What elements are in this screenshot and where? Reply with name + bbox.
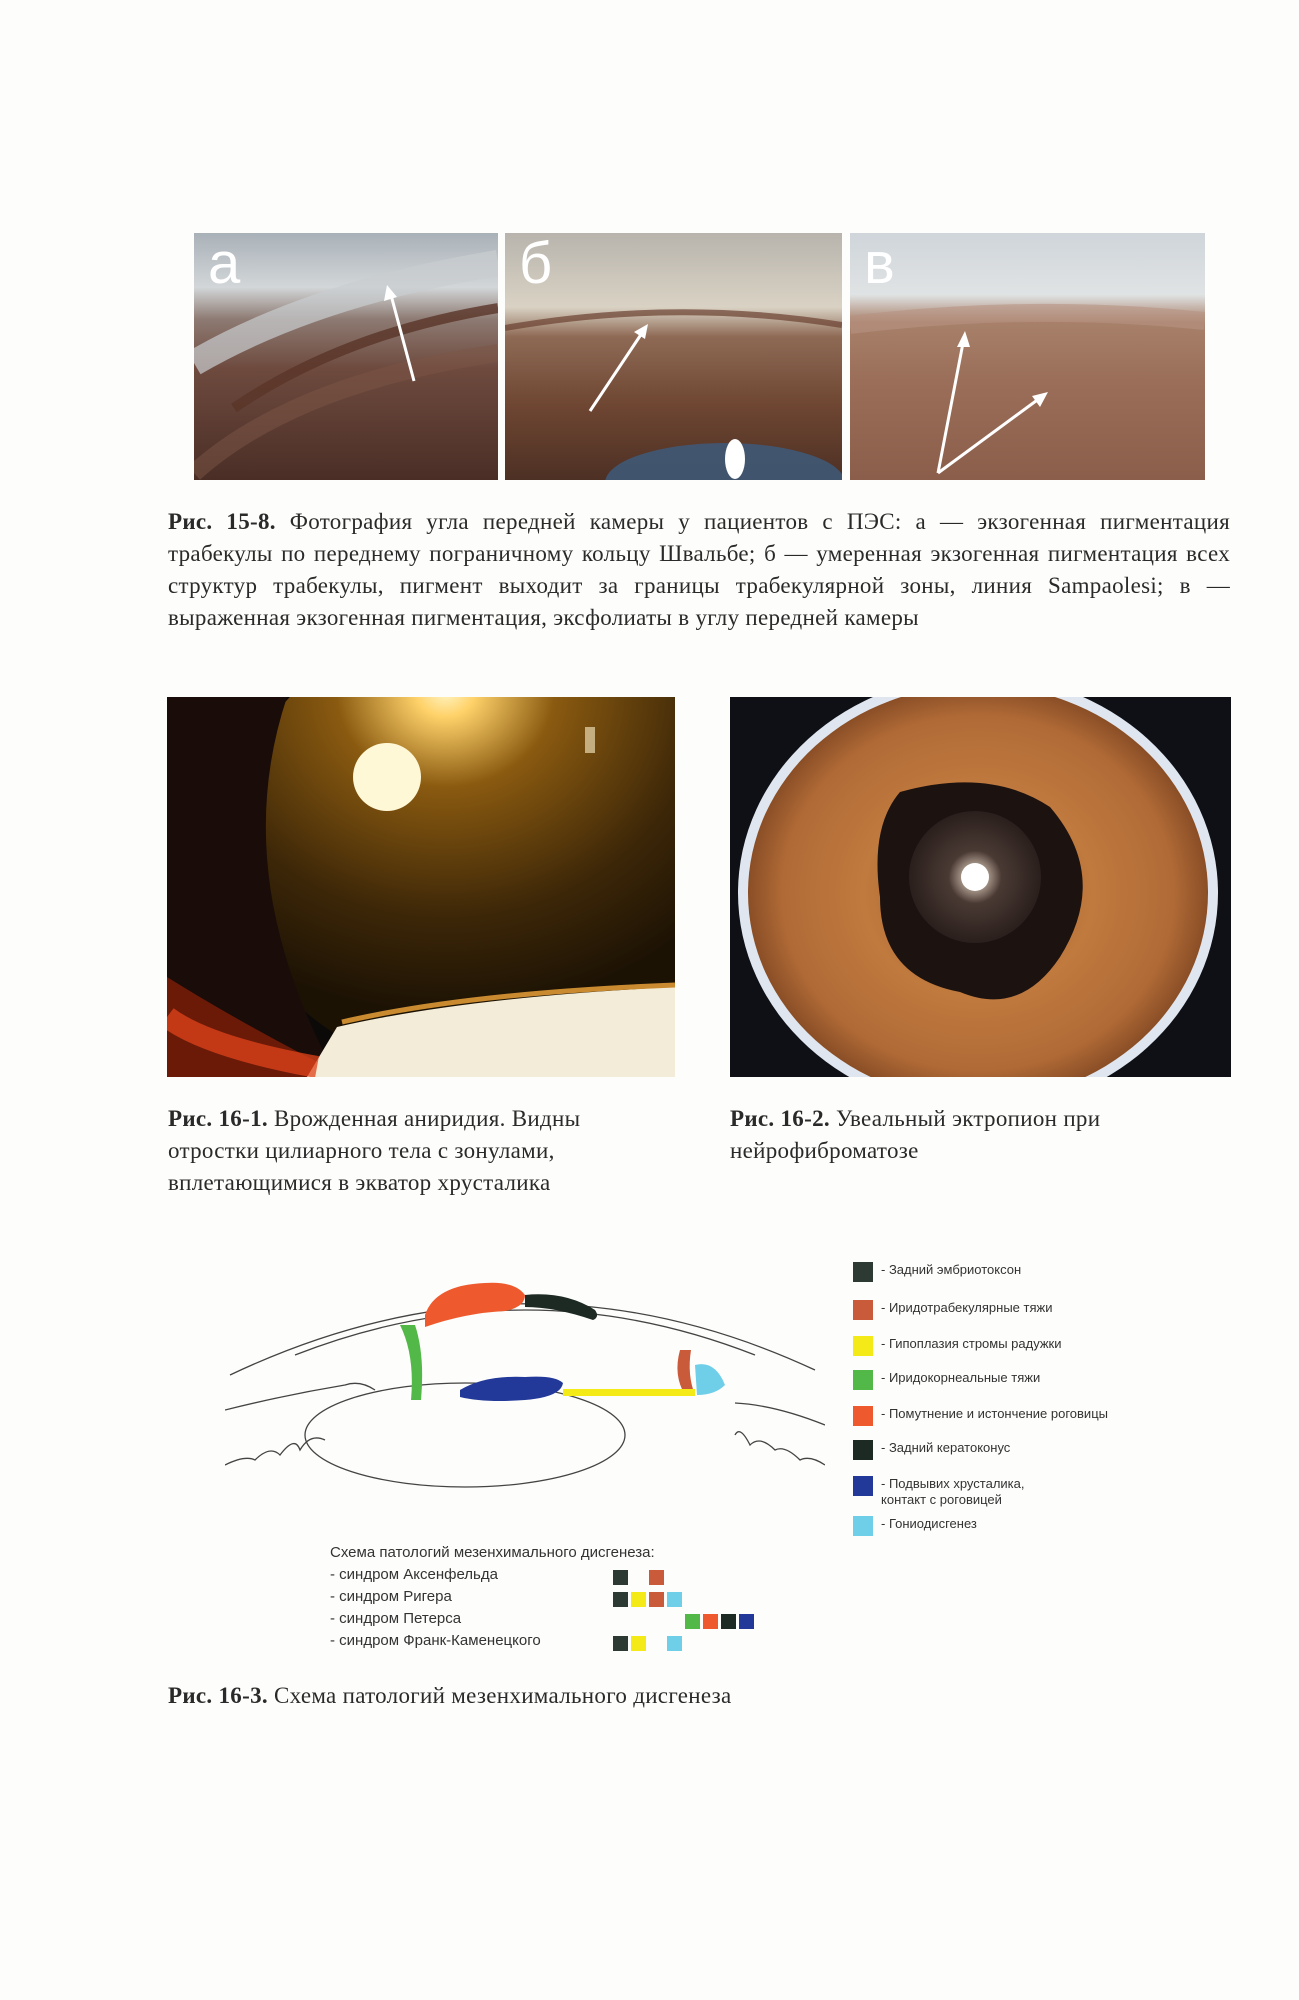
ciliary-right [735,1432,825,1465]
cornea-outer-line [230,1304,815,1375]
syndrome-square [613,1570,628,1585]
syndrome-row [330,1588,780,1610]
iris-stroma-hypoplasia [563,1389,695,1396]
ciliary-left [225,1438,325,1465]
caption-16-3-text: Схема патологий мезенхимального дисгенеза [267,1683,732,1708]
legend-item [853,1404,1183,1434]
legend-label: - Помутнение и истончение роговицы [881,1406,1108,1421]
lens-subluxation-shape [460,1377,563,1401]
caption-16-3 [168,1680,1230,1712]
syndrome-row [330,1566,780,1588]
legend-swatch [853,1516,873,1536]
legend-swatch [853,1440,873,1460]
caption-16-2 [730,1103,1231,1167]
panel-label-v: в [864,233,895,296]
legend-item [853,1438,1183,1468]
legend-item [853,1334,1183,1364]
legend-item [853,1298,1183,1328]
scheme-title: Схема патологий мезенхимального дисгенеза: [330,1544,655,1561]
cornea-inner-line [295,1310,755,1355]
syndrome-square [685,1614,700,1629]
legend-label: - Иридотрабекулярные тяжи [881,1300,1053,1315]
legend-item [853,1368,1183,1398]
syndrome-square [703,1614,718,1629]
caption-16-2-text: Увеальный эктропион при нейрофиброматозе [730,1106,1101,1163]
syndrome-square [631,1592,646,1607]
iridocorneal-strand [400,1325,422,1400]
posterior-keratoconus-shape [525,1294,597,1320]
photo-uveal-ectropion [730,697,1231,1077]
legend-label: - Задний кератоконус [881,1440,1011,1455]
legend-swatch [853,1476,873,1496]
caption-15-8-text: Фотография угла передней камеры у пациентов с ПЭС: а — экзогенная пигментация трабекулы по переднему пограничному кольцу Швальбе; б — умеренная экзогенная пигментация всех структур трабекулы, пигмент выходит за границы трабекулярной зоны, линия Sampaolesi; в — выраженная экзогенная пигментация, эксфолиаты в углу передней камеры [168,509,1230,630]
caption-16-1-text: Врожденная аниридия. Видны отростки цилиарного тела с зонулами, вплетающимися в экватор хрусталика [168,1106,581,1195]
panel-label-a: а [208,233,241,296]
legend-label: - Гониодисгенез [881,1516,977,1531]
syndrome-square [649,1570,664,1585]
eye-angle-diagram [225,1255,825,1495]
caption-16-1 [168,1103,676,1199]
legend-label: - Подвывих хрусталика, контакт с роговицей [881,1476,1025,1507]
lens [305,1383,625,1487]
photo-panel-a [194,233,498,480]
syndrome-name: - синдром Аксенфельда [330,1566,498,1583]
syndrome-square [667,1592,682,1607]
panel-label-b: б [519,233,553,296]
caption-15-8-number: Рис. 15-8. [168,509,276,534]
iridotrabecular-strand [677,1350,695,1395]
legend-swatch [853,1406,873,1426]
photo-aniridia [167,697,675,1077]
legend-swatch [853,1262,873,1282]
syndrome-square [739,1614,754,1629]
iris-left [225,1383,375,1410]
syndrome-row [330,1610,780,1632]
photo-panel-b [505,233,842,480]
photo-panel-v [850,233,1205,480]
legend-swatch [853,1336,873,1356]
syndrome-square [667,1636,682,1651]
caption-16-1-number: Рис. 16-1. [168,1106,268,1131]
syndrome-square [613,1636,628,1651]
legend-item [853,1260,1183,1290]
caption-16-2-number: Рис. 16-2. [730,1106,830,1131]
syndrome-row [330,1632,780,1654]
caption-15-8 [168,506,1230,634]
syndrome-name: - синдром Ригера [330,1588,452,1605]
syndrome-name: - синдром Франк-Каменецкого [330,1632,541,1649]
syndrome-square [649,1592,664,1607]
legend-item [853,1474,1183,1514]
syndrome-square [631,1636,646,1651]
syndrome-square [721,1614,736,1629]
caption-16-3-number: Рис. 16-3. [168,1683,268,1708]
goniodysgenesis-net [695,1364,725,1395]
legend-item [853,1514,1183,1544]
syndrome-name: - синдром Петерса [330,1610,462,1627]
corneal-opacity-shape [425,1283,525,1327]
legend-swatch [853,1300,873,1320]
syndrome-square [613,1592,628,1607]
legend-label: - Гипоплазия стромы радужки [881,1336,1062,1351]
legend-label: - Иридокорнеальные тяжи [881,1370,1041,1385]
legend-label: - Задний эмбриотоксон [881,1262,1022,1277]
iris-right [735,1403,825,1425]
legend-swatch [853,1370,873,1390]
